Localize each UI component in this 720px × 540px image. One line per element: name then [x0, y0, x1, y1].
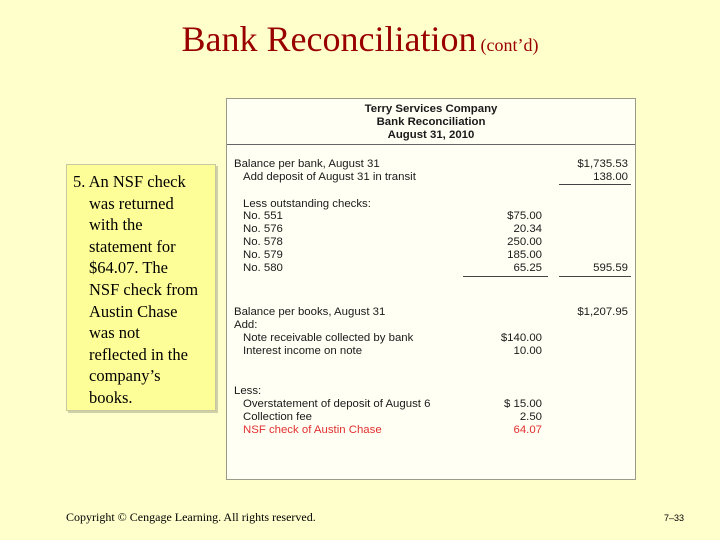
check-number: No. 580 — [243, 262, 283, 274]
check-row — [227, 236, 635, 249]
note-line: books. — [89, 387, 133, 407]
nsf-check-label: NSF check of Austin Chase — [243, 424, 382, 436]
check-amount: 185.00 — [507, 249, 542, 261]
addition-label: Interest income on note — [243, 345, 363, 357]
checks-total-underline — [559, 276, 631, 277]
statement-date: August 31, 2010 — [387, 129, 475, 141]
balance-per-books-total: $1,207.95 — [577, 306, 628, 318]
check-row — [227, 210, 635, 223]
outstanding-checks-label: Less outstanding checks: — [243, 198, 371, 210]
nsf-check-amount: 64.07 — [513, 424, 542, 436]
deposit-in-transit-row — [227, 171, 635, 184]
addition-label: Note receivable collected by bank — [243, 332, 414, 344]
check-amount: 20.34 — [513, 223, 542, 235]
check-number: No. 576 — [243, 223, 283, 235]
slide-title-main: Bank Reconciliation — [181, 19, 477, 59]
check-row — [227, 223, 635, 236]
additions-label: Add: — [234, 319, 258, 331]
check-number: No. 579 — [243, 249, 283, 261]
additions-heading — [227, 319, 635, 332]
check-amount: 65.25 — [513, 262, 542, 274]
note-line: company’s — [89, 366, 161, 386]
deposit-in-transit-total: 138.00 — [593, 171, 628, 183]
note-line: with the — [89, 215, 143, 235]
addition-row — [227, 345, 635, 358]
note-line: NSF check from — [89, 279, 199, 299]
addition-amount: $140.00 — [500, 332, 542, 344]
nsf-check-row — [227, 424, 635, 437]
check-number: No. 578 — [243, 236, 283, 248]
deduction-label: Overstatement of deposit of August 6 — [243, 398, 431, 410]
page-number: 7–33 — [663, 513, 684, 523]
check-amount: $75.00 — [507, 210, 542, 222]
note-line: statement for — [89, 236, 176, 256]
copyright-notice: Copyright © Cengage Learning. All rights reserved. — [66, 510, 316, 524]
deduction-row — [227, 398, 635, 411]
balance-per-books-row — [227, 306, 635, 319]
note-line: was returned — [89, 193, 174, 213]
deductions-label: Less: — [234, 385, 262, 397]
deduction-label: Collection fee — [243, 411, 313, 423]
balance-per-books-label: Balance per books, August 31 — [234, 306, 386, 318]
deductions-heading — [227, 385, 635, 398]
note-line: reflected in the — [89, 344, 188, 364]
outstanding-checks-total: 595.59 — [593, 262, 628, 274]
deposit-underline — [559, 184, 631, 185]
reconciliation-statement — [226, 98, 636, 480]
slide-title-sub: (cont’d) — [480, 35, 539, 55]
checks-underline — [463, 276, 548, 277]
deduction-amount: 2.50 — [519, 411, 542, 423]
note-line: Austin Chase — [89, 301, 178, 321]
check-amount: 250.00 — [507, 236, 542, 248]
addition-amount: 10.00 — [513, 345, 542, 357]
check-number: No. 551 — [243, 210, 283, 222]
deduction-amount: $ 15.00 — [503, 398, 542, 410]
addition-row — [227, 332, 635, 345]
note-first-line: 5. An NSF check — [73, 172, 186, 191]
check-row — [227, 249, 635, 262]
note-body — [89, 193, 198, 409]
note-line: $64.07. The — [89, 258, 168, 278]
balance-per-bank-row — [227, 158, 635, 171]
check-row — [227, 262, 635, 275]
deduction-row — [227, 411, 635, 424]
statement-title: Bank Reconciliation — [376, 116, 486, 128]
balance-per-bank-label: Balance per bank, August 31 — [234, 158, 380, 170]
deposit-in-transit-label: Add deposit of August 31 in transit — [243, 171, 416, 183]
callout-note — [66, 164, 216, 411]
balance-per-bank-total: $1,735.53 — [577, 158, 628, 170]
header-divider — [227, 144, 635, 145]
slide-title — [0, 18, 720, 60]
company-name: Terry Services Company — [364, 103, 498, 115]
note-line: was not — [89, 323, 140, 343]
